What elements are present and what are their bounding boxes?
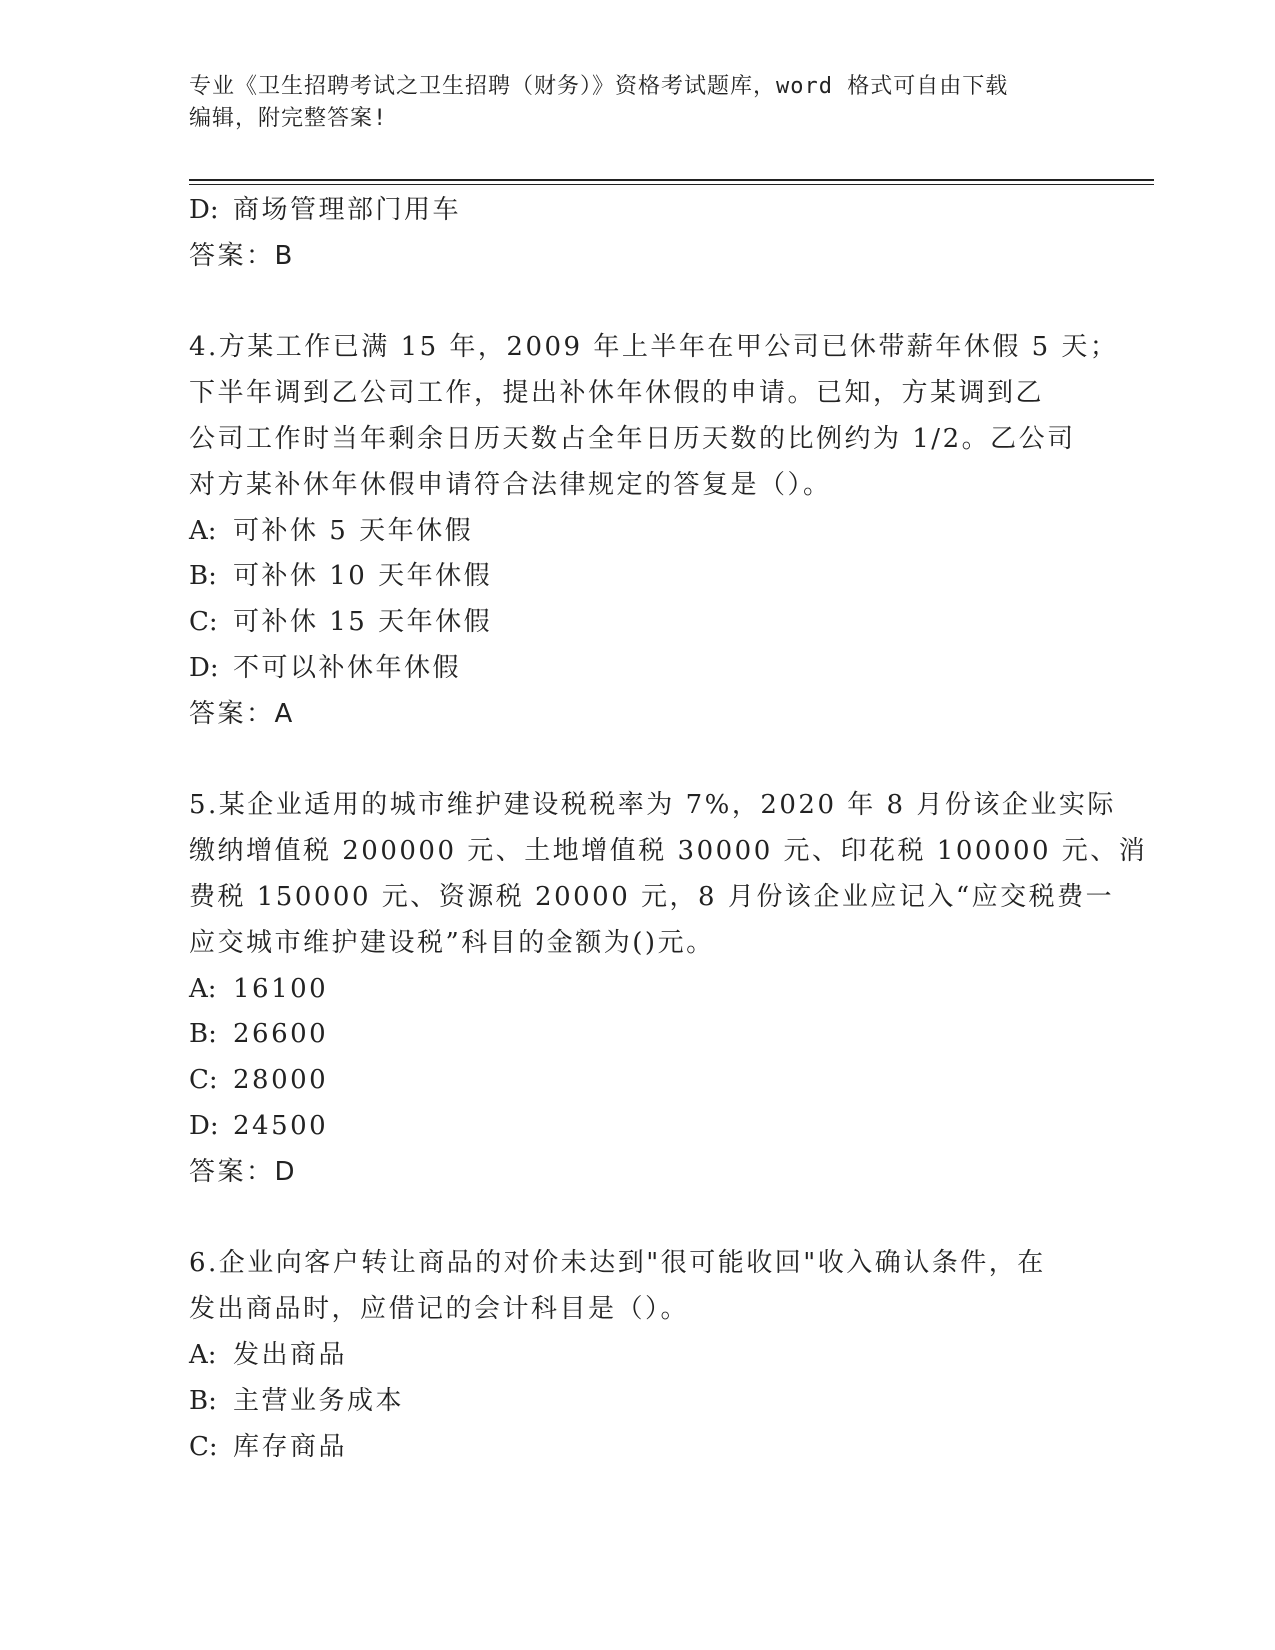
option-text: 28000 (233, 1065, 329, 1096)
question-stem-line: 下半年调到乙公司工作，提出补休年休假的申请。已知，方某调到乙 (189, 378, 1045, 409)
option-letter: D: (189, 195, 219, 225)
header-rule-thick (189, 179, 1154, 181)
option-d (189, 188, 1069, 234)
option-text: 可补休 10 天年休假 (233, 561, 493, 592)
option-text: 发出商品 (233, 1339, 348, 1370)
option-d (189, 646, 1069, 692)
answer-line: 答案：D (189, 1156, 298, 1187)
header-line-2: 编辑，附完整答案! (189, 106, 388, 131)
question-stem-line: 6.企业向客户转让商品的对价未达到"很可能收回"收入确认条件，在 (189, 1248, 1046, 1279)
header-rule-thin (189, 184, 1154, 185)
option-letter: B: (189, 561, 217, 592)
option-letter: B: (189, 1385, 217, 1416)
answer-line: 答案：A (189, 698, 295, 729)
option-b (189, 1012, 1069, 1058)
option-letter: A: (189, 973, 217, 1004)
question-stem-line: 发出商品时，应借记的会计科目是（）。 (189, 1294, 690, 1325)
option-b (189, 1379, 1069, 1425)
option-c (189, 600, 1069, 646)
question-6 (189, 1241, 1069, 1470)
spacer (189, 738, 1069, 784)
question-stem-line: 4.方某工作已满 15 年，2009 年上半年在甲公司已休带薪年休假 5 天； (189, 332, 1119, 363)
option-text: 可补休 5 天年休假 (233, 515, 474, 546)
option-text: 商场管理部门用车 (233, 195, 462, 225)
question-4 (189, 325, 1119, 737)
option-text: 16100 (233, 973, 329, 1004)
question-stem-line: 对方某补休年休假申请符合法律规定的答复是（）。 (189, 469, 832, 500)
question-stem-line: 公司工作时当年剩余日历天数占全年日历天数的比例约为 1/2。乙公司 (189, 423, 1076, 454)
question-stem-line: 费税 150000 元、资源税 20000 元，8 月份该企业应记入“应交税费一 (189, 881, 1115, 912)
option-text: 主营业务成本 (233, 1385, 405, 1416)
option-letter: A: (189, 515, 217, 546)
option-letter: D: (189, 652, 219, 683)
question-stem-line: 5.某企业适用的城市维护建设税税率为 7%，2020 年 8 月份该企业实际 (189, 790, 1116, 821)
option-a (189, 1333, 1069, 1379)
header-line-1: 专业《卫生招聘考试之卫生招聘（财务）》资格考试题库，word 格式可自由下载 (189, 74, 1009, 99)
option-text: 库存商品 (233, 1431, 348, 1462)
option-text: 不可以补休年休假 (233, 652, 462, 683)
option-letter: A: (189, 1339, 217, 1370)
option-text: 24500 (233, 1110, 329, 1141)
option-c (189, 1058, 1069, 1104)
option-d (189, 1104, 1069, 1150)
document-header (189, 71, 1089, 135)
question-stem-line: 应交城市维护建设税”科目的金额为()元。 (189, 927, 715, 958)
option-letter: C: (189, 1065, 218, 1096)
option-text: 26600 (233, 1019, 329, 1050)
answer-line: 答案：B (189, 240, 295, 271)
option-letter: C: (189, 1431, 218, 1462)
spacer (189, 1196, 1069, 1242)
option-c (189, 1425, 1069, 1471)
question-5 (189, 783, 1148, 1195)
spacer (189, 280, 1069, 326)
option-a (189, 967, 1069, 1013)
option-letter: B: (189, 1019, 217, 1050)
option-b (189, 554, 1069, 600)
option-letter: D: (189, 1110, 219, 1141)
option-text: 可补休 15 天年休假 (233, 607, 493, 638)
question-stem-line: 缴纳增值税 200000 元、土地增值税 30000 元、印花税 100000 元、消 (189, 836, 1148, 867)
option-letter: C: (189, 607, 218, 638)
option-a (189, 509, 1069, 555)
document-body (189, 188, 1148, 1470)
